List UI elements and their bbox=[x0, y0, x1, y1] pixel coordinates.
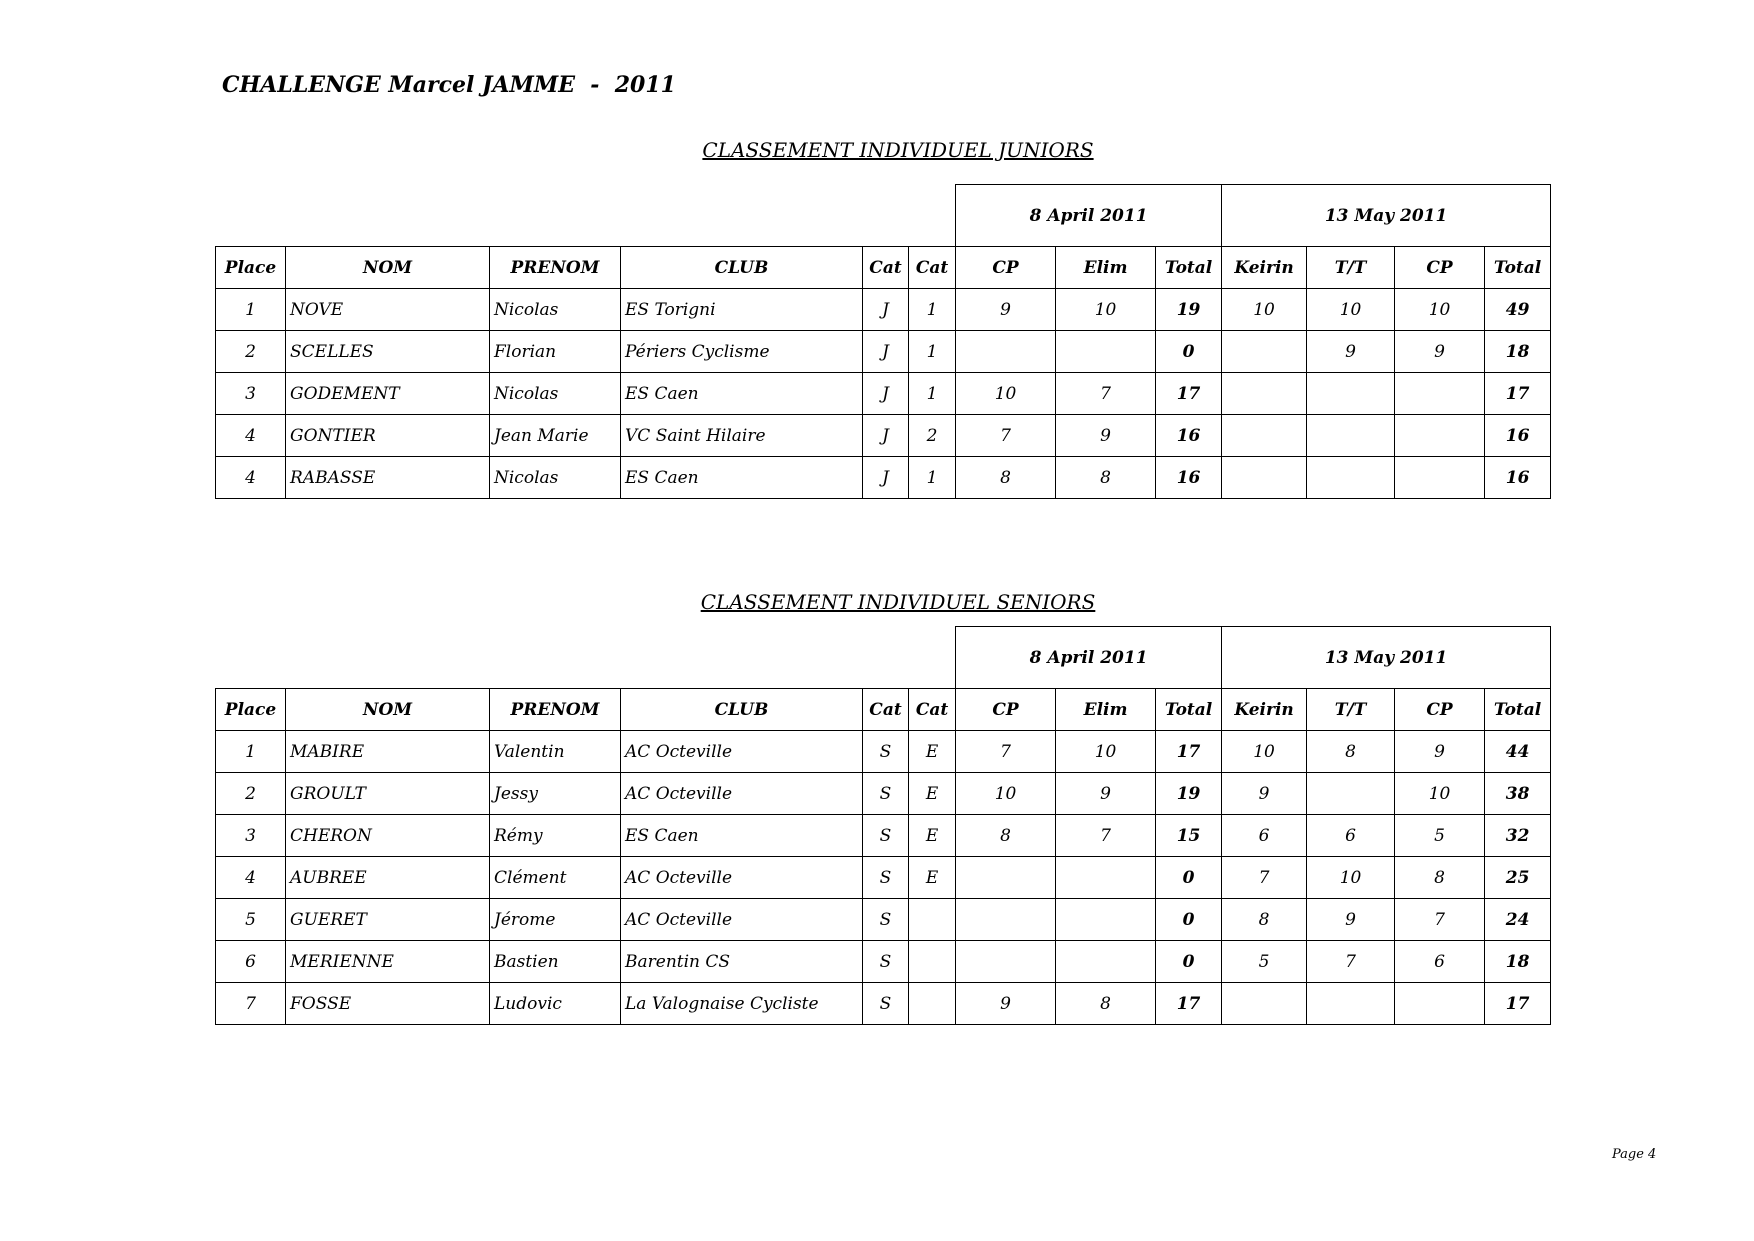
column-header-cp2: CP bbox=[1395, 689, 1485, 731]
cell-prenom: Jessy bbox=[490, 773, 621, 815]
cell-total2: 44 bbox=[1485, 731, 1551, 773]
cell-keirin bbox=[1222, 331, 1307, 373]
cell-total1: 15 bbox=[1156, 815, 1222, 857]
cell-nom: GONTIER bbox=[286, 415, 490, 457]
cell-elim: 9 bbox=[1056, 415, 1156, 457]
juniors-section-title-text: CLASSEMENT INDIVIDUEL JUNIORS bbox=[702, 138, 1094, 162]
juniors-results-table bbox=[215, 184, 1551, 499]
cell-nom: GUERET bbox=[286, 899, 490, 941]
cell-cp: 8 bbox=[956, 457, 1056, 499]
column-header-keirin: Keirin bbox=[1222, 689, 1307, 731]
event-date-2: 13 May 2011 bbox=[1222, 185, 1551, 247]
column-header-prenom: PRENOM bbox=[490, 689, 621, 731]
table-row bbox=[216, 983, 1551, 1025]
cell-total2: 32 bbox=[1485, 815, 1551, 857]
cell-total1: 0 bbox=[1156, 899, 1222, 941]
cell-keirin bbox=[1222, 373, 1307, 415]
cell-cat2: E bbox=[909, 815, 956, 857]
cell-keirin bbox=[1222, 983, 1307, 1025]
cell-club: ES Torigni bbox=[621, 289, 863, 331]
cell-total2: 16 bbox=[1485, 415, 1551, 457]
cell-place: 3 bbox=[216, 815, 286, 857]
table-row bbox=[216, 941, 1551, 983]
cell-elim: 10 bbox=[1056, 289, 1156, 331]
cell-total1: 0 bbox=[1156, 857, 1222, 899]
cell-total1: 19 bbox=[1156, 289, 1222, 331]
table-row bbox=[216, 331, 1551, 373]
cell-keirin bbox=[1222, 457, 1307, 499]
cell-total1: 16 bbox=[1156, 457, 1222, 499]
cell-keirin: 6 bbox=[1222, 815, 1307, 857]
column-header-prenom: PRENOM bbox=[490, 247, 621, 289]
cell-cat2: E bbox=[909, 857, 956, 899]
column-header-tt: T/T bbox=[1307, 247, 1395, 289]
cell-cp2: 10 bbox=[1395, 289, 1485, 331]
column-header-total1: Total bbox=[1156, 689, 1222, 731]
event-date-1: 8 April 2011 bbox=[956, 627, 1222, 689]
cell-cp: 9 bbox=[956, 289, 1056, 331]
cell-elim bbox=[1056, 331, 1156, 373]
cell-cat1: J bbox=[863, 331, 909, 373]
table-row bbox=[216, 457, 1551, 499]
cell-total2: 16 bbox=[1485, 457, 1551, 499]
cell-elim bbox=[1056, 899, 1156, 941]
cell-place: 4 bbox=[216, 415, 286, 457]
cell-total1: 19 bbox=[1156, 773, 1222, 815]
cell-total1: 0 bbox=[1156, 331, 1222, 373]
cell-prenom: Clément bbox=[490, 857, 621, 899]
cell-tt bbox=[1307, 373, 1395, 415]
cell-club: Barentin CS bbox=[621, 941, 863, 983]
cell-keirin: 8 bbox=[1222, 899, 1307, 941]
blank-header-cell bbox=[216, 185, 956, 247]
cell-elim bbox=[1056, 857, 1156, 899]
cell-place: 1 bbox=[216, 289, 286, 331]
cell-cp: 7 bbox=[956, 415, 1056, 457]
column-header-total1: Total bbox=[1156, 247, 1222, 289]
cell-nom: NOVE bbox=[286, 289, 490, 331]
cell-cp bbox=[956, 331, 1056, 373]
cell-cat1: S bbox=[863, 857, 909, 899]
cell-prenom: Nicolas bbox=[490, 289, 621, 331]
table-row bbox=[216, 857, 1551, 899]
cell-prenom: Nicolas bbox=[490, 373, 621, 415]
cell-nom: MERIENNE bbox=[286, 941, 490, 983]
cell-place: 2 bbox=[216, 331, 286, 373]
column-header-cp2: CP bbox=[1395, 247, 1485, 289]
cell-nom: FOSSE bbox=[286, 983, 490, 1025]
cell-total2: 18 bbox=[1485, 941, 1551, 983]
cell-cp2 bbox=[1395, 983, 1485, 1025]
cell-tt bbox=[1307, 983, 1395, 1025]
cell-total1: 16 bbox=[1156, 415, 1222, 457]
column-header-elim: Elim bbox=[1056, 689, 1156, 731]
cell-cp2 bbox=[1395, 457, 1485, 499]
column-header-cp: CP bbox=[956, 689, 1056, 731]
document-title: CHALLENGE Marcel JAMME - 2011 bbox=[222, 72, 676, 98]
column-header-keirin: Keirin bbox=[1222, 247, 1307, 289]
cell-tt bbox=[1307, 457, 1395, 499]
column-header-club: CLUB bbox=[621, 689, 863, 731]
column-header-total2: Total bbox=[1485, 247, 1551, 289]
cell-prenom: Ludovic bbox=[490, 983, 621, 1025]
cell-prenom: Nicolas bbox=[490, 457, 621, 499]
cell-place: 4 bbox=[216, 857, 286, 899]
seniors-section-title bbox=[0, 590, 1754, 614]
cell-tt bbox=[1307, 773, 1395, 815]
cell-club: VC Saint Hilaire bbox=[621, 415, 863, 457]
cell-prenom: Jérome bbox=[490, 899, 621, 941]
cell-cp2: 9 bbox=[1395, 731, 1485, 773]
column-header-nom: NOM bbox=[286, 247, 490, 289]
cell-cp2: 8 bbox=[1395, 857, 1485, 899]
cell-cp2: 6 bbox=[1395, 941, 1485, 983]
cell-club: ES Caen bbox=[621, 815, 863, 857]
column-header-nom: NOM bbox=[286, 689, 490, 731]
cell-elim: 8 bbox=[1056, 983, 1156, 1025]
cell-place: 3 bbox=[216, 373, 286, 415]
cell-keirin: 7 bbox=[1222, 857, 1307, 899]
column-header-cat1: Cat bbox=[863, 247, 909, 289]
cell-cp bbox=[956, 857, 1056, 899]
cell-nom: MABIRE bbox=[286, 731, 490, 773]
cell-total2: 25 bbox=[1485, 857, 1551, 899]
cell-place: 5 bbox=[216, 899, 286, 941]
cell-cat2 bbox=[909, 983, 956, 1025]
cell-cp2: 10 bbox=[1395, 773, 1485, 815]
cell-club: AC Octeville bbox=[621, 857, 863, 899]
cell-place: 7 bbox=[216, 983, 286, 1025]
cell-cat2: 2 bbox=[909, 415, 956, 457]
cell-club: AC Octeville bbox=[621, 731, 863, 773]
cell-cat2: E bbox=[909, 773, 956, 815]
cell-place: 2 bbox=[216, 773, 286, 815]
cell-keirin: 9 bbox=[1222, 773, 1307, 815]
cell-club: La Valognaise Cycliste bbox=[621, 983, 863, 1025]
cell-place: 6 bbox=[216, 941, 286, 983]
column-header-cp: CP bbox=[956, 247, 1056, 289]
cell-cp2: 5 bbox=[1395, 815, 1485, 857]
cell-prenom: Valentin bbox=[490, 731, 621, 773]
cell-club: AC Octeville bbox=[621, 773, 863, 815]
cell-cat2: 1 bbox=[909, 457, 956, 499]
cell-cat1: S bbox=[863, 941, 909, 983]
cell-cp bbox=[956, 899, 1056, 941]
cell-club: ES Caen bbox=[621, 457, 863, 499]
cell-tt: 8 bbox=[1307, 731, 1395, 773]
cell-cp2 bbox=[1395, 373, 1485, 415]
column-header-cat2: Cat bbox=[909, 689, 956, 731]
column-header-elim: Elim bbox=[1056, 247, 1156, 289]
cell-cp2: 7 bbox=[1395, 899, 1485, 941]
cell-tt: 10 bbox=[1307, 289, 1395, 331]
cell-elim: 7 bbox=[1056, 815, 1156, 857]
cell-elim bbox=[1056, 941, 1156, 983]
cell-prenom: Bastien bbox=[490, 941, 621, 983]
cell-elim: 10 bbox=[1056, 731, 1156, 773]
cell-prenom: Jean Marie bbox=[490, 415, 621, 457]
cell-nom: CHERON bbox=[286, 815, 490, 857]
cell-tt: 6 bbox=[1307, 815, 1395, 857]
cell-cp2 bbox=[1395, 415, 1485, 457]
cell-cp: 10 bbox=[956, 373, 1056, 415]
cell-elim: 9 bbox=[1056, 773, 1156, 815]
cell-cat1: J bbox=[863, 289, 909, 331]
cell-cat1: S bbox=[863, 731, 909, 773]
seniors-table-body bbox=[216, 627, 1551, 1025]
column-header-row bbox=[216, 247, 1551, 289]
column-header-club: CLUB bbox=[621, 247, 863, 289]
cell-total2: 38 bbox=[1485, 773, 1551, 815]
cell-keirin: 5 bbox=[1222, 941, 1307, 983]
table-row bbox=[216, 773, 1551, 815]
cell-cat2: E bbox=[909, 731, 956, 773]
cell-club: ES Caen bbox=[621, 373, 863, 415]
cell-total2: 17 bbox=[1485, 983, 1551, 1025]
cell-elim: 8 bbox=[1056, 457, 1156, 499]
cell-nom: GODEMENT bbox=[286, 373, 490, 415]
table-row bbox=[216, 373, 1551, 415]
cell-total1: 17 bbox=[1156, 731, 1222, 773]
cell-cat1: S bbox=[863, 899, 909, 941]
cell-total2: 49 bbox=[1485, 289, 1551, 331]
cell-cp2: 9 bbox=[1395, 331, 1485, 373]
cell-nom: RABASSE bbox=[286, 457, 490, 499]
cell-elim: 7 bbox=[1056, 373, 1156, 415]
cell-cat1: S bbox=[863, 773, 909, 815]
column-header-total2: Total bbox=[1485, 689, 1551, 731]
cell-tt: 9 bbox=[1307, 331, 1395, 373]
seniors-results-table bbox=[215, 626, 1551, 1025]
cell-total1: 0 bbox=[1156, 941, 1222, 983]
cell-cat2: 1 bbox=[909, 331, 956, 373]
cell-tt: 7 bbox=[1307, 941, 1395, 983]
cell-cp: 9 bbox=[956, 983, 1056, 1025]
cell-prenom: Rémy bbox=[490, 815, 621, 857]
cell-cp: 7 bbox=[956, 731, 1056, 773]
column-header-place: Place bbox=[216, 689, 286, 731]
cell-keirin bbox=[1222, 415, 1307, 457]
event-date-1: 8 April 2011 bbox=[956, 185, 1222, 247]
table-row bbox=[216, 731, 1551, 773]
cell-prenom: Florian bbox=[490, 331, 621, 373]
cell-total1: 17 bbox=[1156, 373, 1222, 415]
cell-cat1: J bbox=[863, 457, 909, 499]
cell-nom: SCELLES bbox=[286, 331, 490, 373]
table-row bbox=[216, 899, 1551, 941]
juniors-section-title bbox=[0, 138, 1754, 162]
cell-cat2 bbox=[909, 941, 956, 983]
cell-cp bbox=[956, 941, 1056, 983]
blank-header-cell bbox=[216, 627, 956, 689]
cell-club: Périers Cyclisme bbox=[621, 331, 863, 373]
cell-cat1: S bbox=[863, 983, 909, 1025]
cell-total2: 17 bbox=[1485, 373, 1551, 415]
cell-cat2: 1 bbox=[909, 289, 956, 331]
cell-place: 1 bbox=[216, 731, 286, 773]
cell-tt: 10 bbox=[1307, 857, 1395, 899]
column-header-tt: T/T bbox=[1307, 689, 1395, 731]
table-row bbox=[216, 289, 1551, 331]
cell-cat1: J bbox=[863, 373, 909, 415]
column-header-cat1: Cat bbox=[863, 689, 909, 731]
table-row bbox=[216, 815, 1551, 857]
cell-cp: 8 bbox=[956, 815, 1056, 857]
cell-nom: GROULT bbox=[286, 773, 490, 815]
cell-place: 4 bbox=[216, 457, 286, 499]
page-number: Page 4 bbox=[1612, 1147, 1657, 1162]
cell-cat1: S bbox=[863, 815, 909, 857]
cell-nom: AUBREE bbox=[286, 857, 490, 899]
cell-cat2: 1 bbox=[909, 373, 956, 415]
column-header-place: Place bbox=[216, 247, 286, 289]
juniors-table-body bbox=[216, 185, 1551, 499]
cell-cat1: J bbox=[863, 415, 909, 457]
table-row bbox=[216, 415, 1551, 457]
date-row bbox=[216, 627, 1551, 689]
date-row bbox=[216, 185, 1551, 247]
cell-total1: 17 bbox=[1156, 983, 1222, 1025]
cell-tt: 9 bbox=[1307, 899, 1395, 941]
cell-tt bbox=[1307, 415, 1395, 457]
cell-keirin: 10 bbox=[1222, 289, 1307, 331]
cell-cp: 10 bbox=[956, 773, 1056, 815]
seniors-section-title-text: CLASSEMENT INDIVIDUEL SENIORS bbox=[700, 590, 1096, 614]
event-date-2: 13 May 2011 bbox=[1222, 627, 1551, 689]
column-header-row bbox=[216, 689, 1551, 731]
column-header-cat2: Cat bbox=[909, 247, 956, 289]
cell-total2: 18 bbox=[1485, 331, 1551, 373]
cell-total2: 24 bbox=[1485, 899, 1551, 941]
cell-keirin: 10 bbox=[1222, 731, 1307, 773]
cell-club: AC Octeville bbox=[621, 899, 863, 941]
cell-cat2 bbox=[909, 899, 956, 941]
